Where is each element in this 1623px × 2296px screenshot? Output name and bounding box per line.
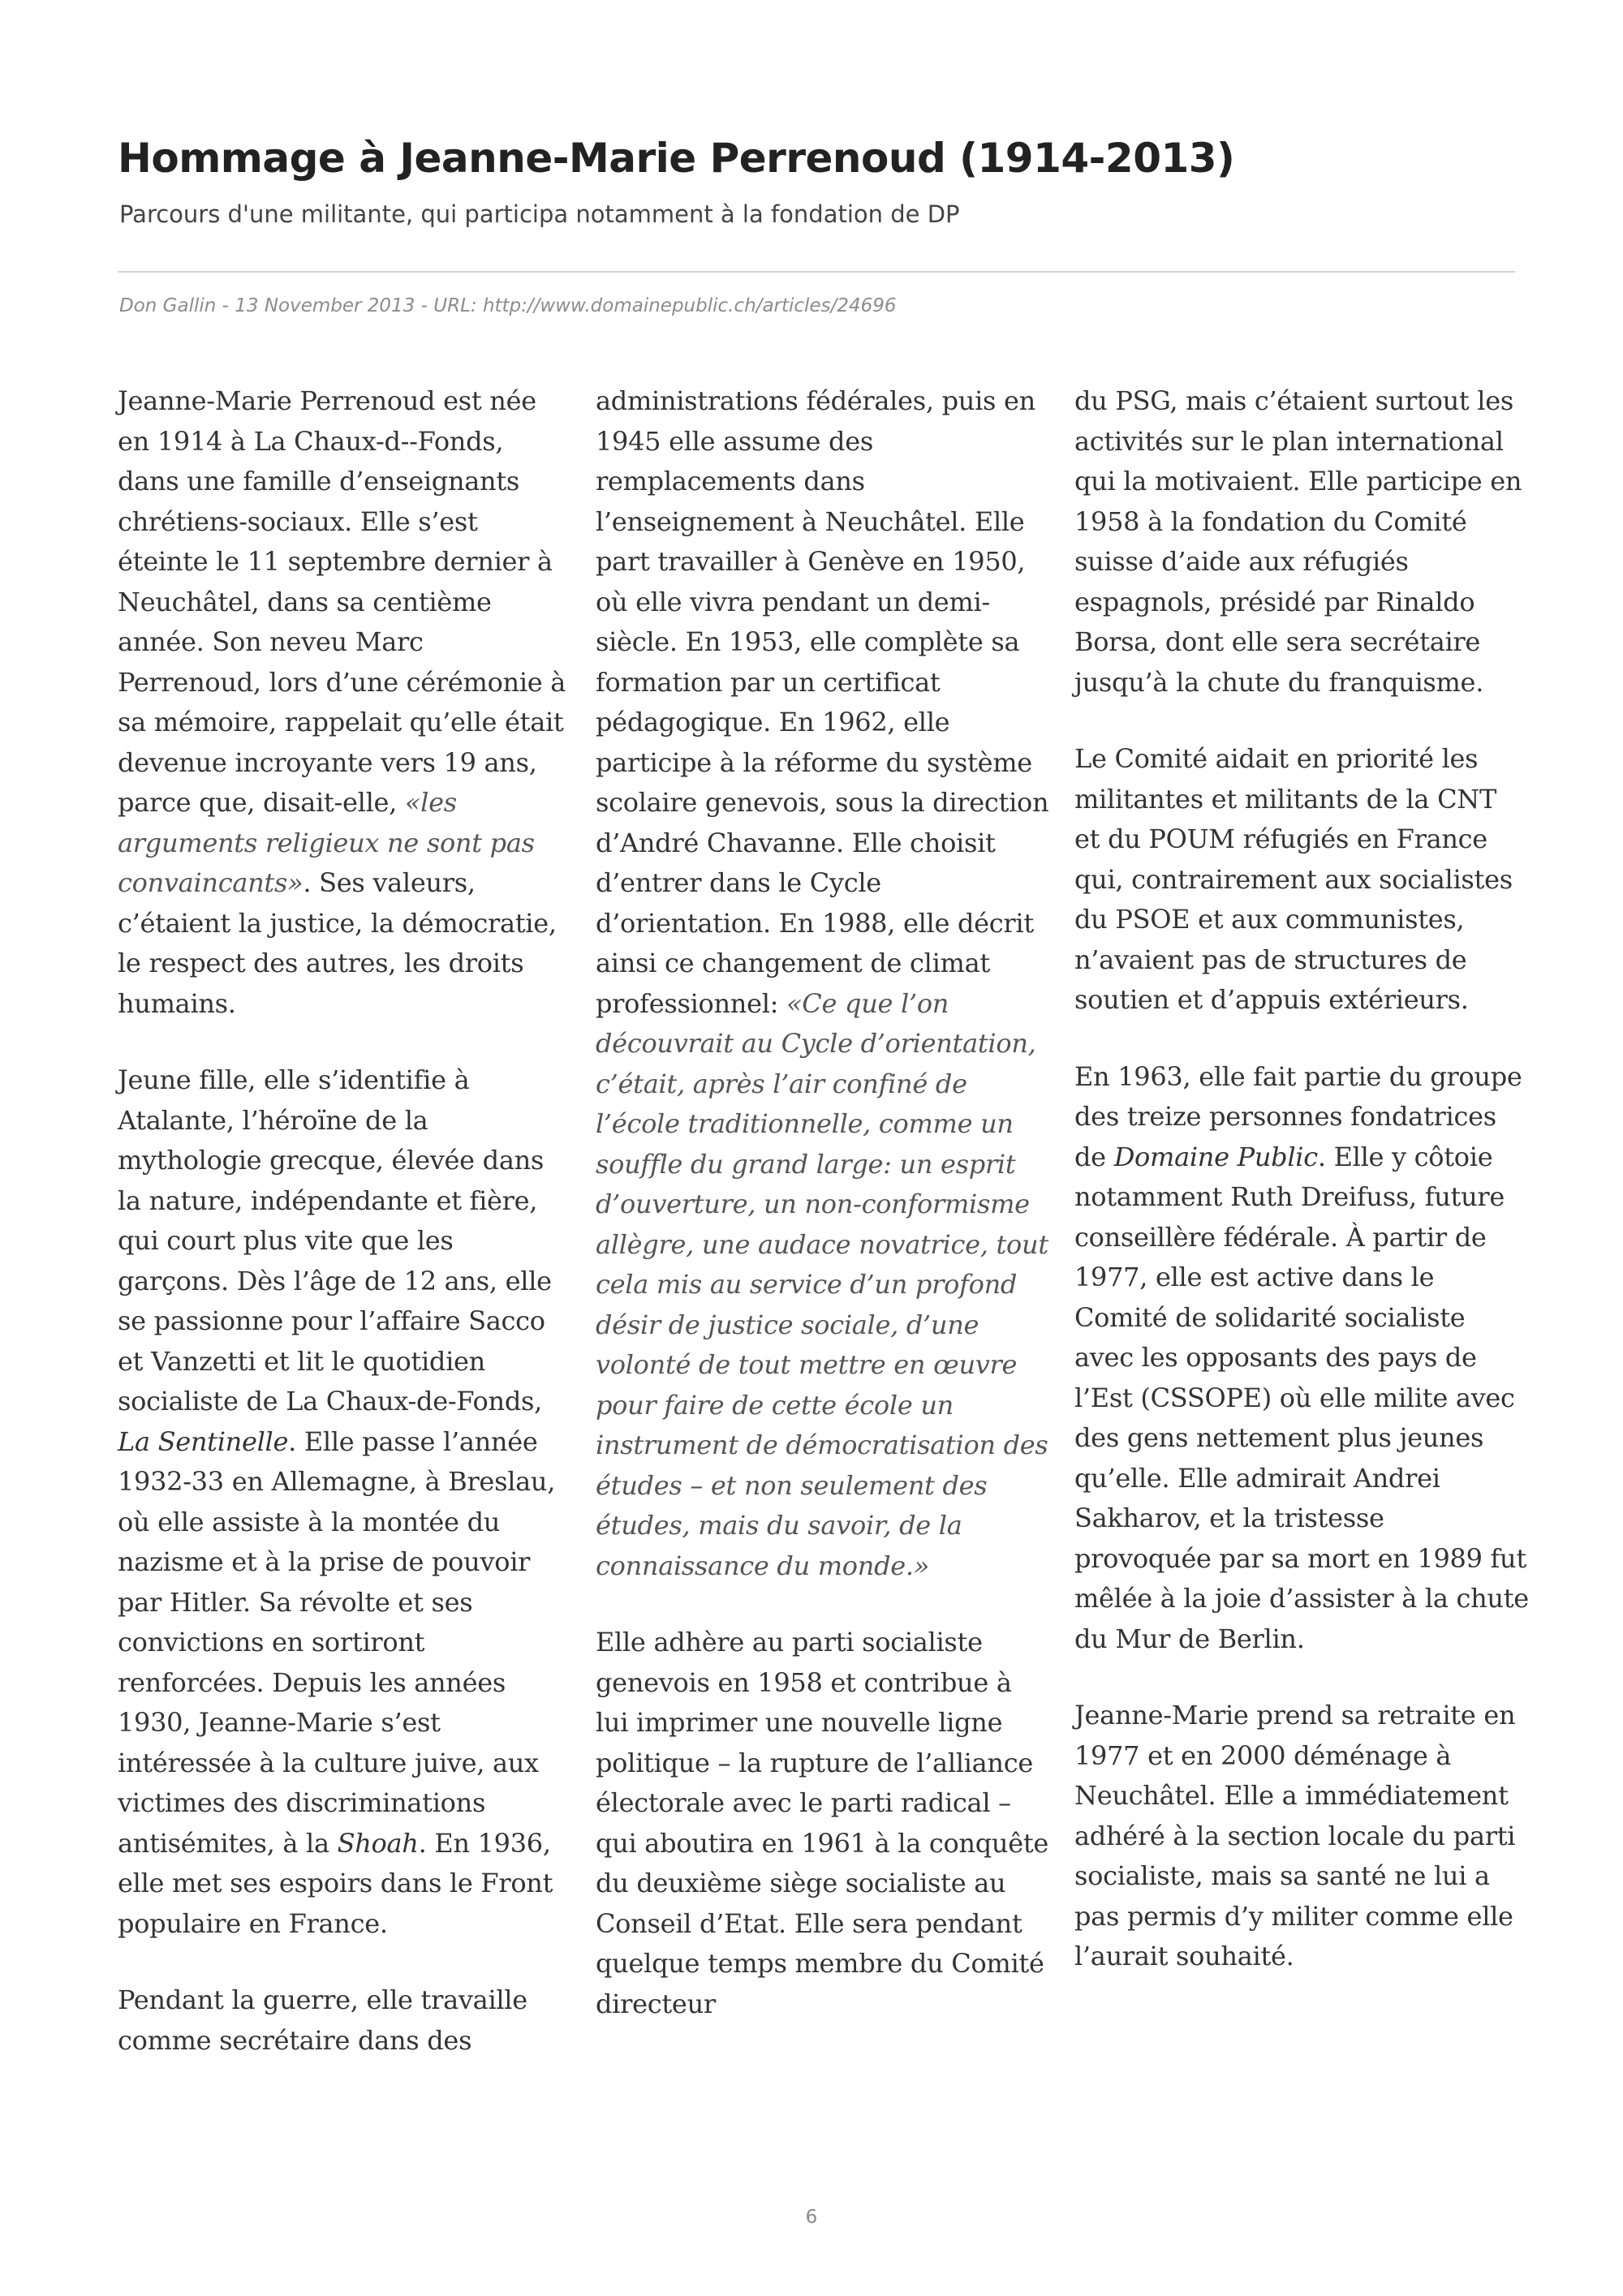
text-column-1 xyxy=(118,381,572,2097)
publication-title: Domaine Public xyxy=(1113,1141,1318,1172)
quote: «Ce que l’on découvrait au Cycle d’orientation, c’était, après l’air confiné de l’école traditionnelle, comme un souffle du grand large: un esprit d’ouverture, un non-conformisme allègre, une audace novatrice, tout cela mis au service d’un profond désir de justice sociale, d’une volonté de tout mettre en œuvre pour faire de cette école un instrument de démocratisation des études – et non seulement des études, mais du savoir, de la connaissance du monde.» xyxy=(596,987,1048,1581)
paragraph-4-start: Elle adhère au parti socialiste genevois en 1958 et contribue à lui imprimer une nouvelle ligne politique – la rupture de l’alliance électorale avec le parti radical – qui aboutira en 1961 à la conquête du deuxième siège socialiste au Conseil d’Etat. Elle sera pendant quelque temps membre du Comité directeur xyxy=(596,1627,1049,2019)
page-number: 6 xyxy=(805,2207,818,2228)
paragraph-1: Jeanne-Marie Perrenoud est née en 1914 à La Chaux-d--Fonds, dans une famille d’enseignants chrétiens-sociaux. Elle s’est éteinte le 11 septembre dernier à Neuchâtel, dans sa centième année. Son neveu Marc Perrenoud, lors d’une cérémonie à sa mémoire, rappelait qu’elle était devenue incroyante vers 19 ans, parce que, disait-elle, «les arguments religieux ne sont pas convaincants». Ses valeurs, c’étaient la justice, la démocratie, le respect des autres, les droits humains. xyxy=(118,385,566,1019)
paragraph-2: Jeune fille, elle s’identifie à Atalante, l’héroïne de la mythologie grecque, élevée dans la nature, indépendante et fière, qui court plus vite que les garçons. Dès l’âge de 12 ans, elle se passionne pour l’affaire Sacco et Vanzetti et lit le quotidien socialiste de La Chaux-de-Fonds, La Sentinelle. Elle passe l’année 1932-33 en Allemagne, à Breslau, où elle assiste à la montée du nazisme et à la prise de pouvoir par Hitler. Sa révolte et ses convictions en sortiront renforcées. Depuis les années 1930, Jeanne-Marie s’est intéressée à la culture juive, aux victimes des discriminations antisémites, à la Shoah. En 1936, elle met ses espoirs dans le Front populaire en France. xyxy=(118,1064,556,1939)
text-column-3 xyxy=(1074,381,1529,2014)
paragraph-3-cont: administrations fédérales, puis en 1945 elle assume des remplacements dans l’enseignement à Neuchâtel. Elle part travailler à Genève en 1950, où elle vivra pendant un demi-siècle. En 1953, elle complète sa formation par un certificat pédagogique. En 1962, elle participe à la réforme du système scolaire genevois, sous la direction d’André Chavanne. Elle choisit d’entrer dans le Cycle d’orientation. En 1988, elle décrit ainsi ce changement de climat professionnel: «Ce que l’on découvrait au Cycle d’orientation, c’était, après l’air confiné de l’école traditionnelle, comme un souffle du grand large: un esprit d’ouverture, un non-conformisme allègre, une audace novatrice, tout cela mis au service d’un profond désir de justice sociale, d’une volonté de tout mettre en œuvre pour faire de cette école un instrument de démocratisation des études – et non seulement des études, mais du savoir, de la connaissance du monde.» xyxy=(596,385,1049,1581)
article-byline: Don Gallin - 13 November 2013 - URL: http://www.domainepublic.ch/articles/24696 xyxy=(119,295,897,316)
paragraph-7: Jeanne-Marie prend sa retraite en 1977 et en 2000 déménage à Neuchâtel. Elle a immédiatement adhéré à la section locale du parti socialiste, mais sa santé ne lui a pas permis d’y militer comme elle l’aurait souhaité. xyxy=(1074,1700,1516,1971)
header-divider xyxy=(118,271,1515,273)
emphasis: Shoah xyxy=(337,1827,419,1859)
paragraph-4-cont: du PSG, mais c’étaient surtout les activités sur le plan international qui la motivaient. Elle participe en 1958 à la fondation du Comité suisse d’aide aux réfugiés espagnols, présidé par Rinaldo Borsa, dont elle sera secrétaire jusqu’à la chute du franquisme. xyxy=(1074,385,1522,698)
quote: «les arguments religieux ne sont pas convaincants» xyxy=(118,787,535,898)
paragraph-6: En 1963, elle fait partie du groupe des treize personnes fondatrices de Domaine Public. Elle y côtoie notamment Ruth Dreifuss, future conseillère fédérale. À partir de 1977, elle est active dans le Comité de solidarité socialiste avec les opposants des pays de l’Est (CSSOPE) où elle milite avec des gens nettement plus jeunes qu’elle. Elle admirait Andrei Sakharov, et la tristesse provoquée par sa mort en 1989 fut mêlée à la joie d’assister à la chute du Mur de Berlin. xyxy=(1074,1060,1529,1654)
paragraph-3-start: Pendant la guerre, elle travaille comme secrétaire dans des xyxy=(118,1984,527,2056)
paragraph-5: Le Comité aidait en priorité les militantes et militants de la CNT et du POUM réfugiés en France qui, contrairement aux socialistes du PSOE et aux communistes, n’avaient pas de structures de soutien et d’appuis extérieurs. xyxy=(1074,743,1513,1015)
article-title: Hommage à Jeanne-Marie Perrenoud (1914-2013) xyxy=(118,135,1235,182)
newspaper-title: La Sentinelle xyxy=(118,1425,289,1457)
text-column-2 xyxy=(596,381,1050,2061)
article-subtitle: Parcours d'une militante, qui participa notamment à la fondation de DP xyxy=(119,200,960,228)
